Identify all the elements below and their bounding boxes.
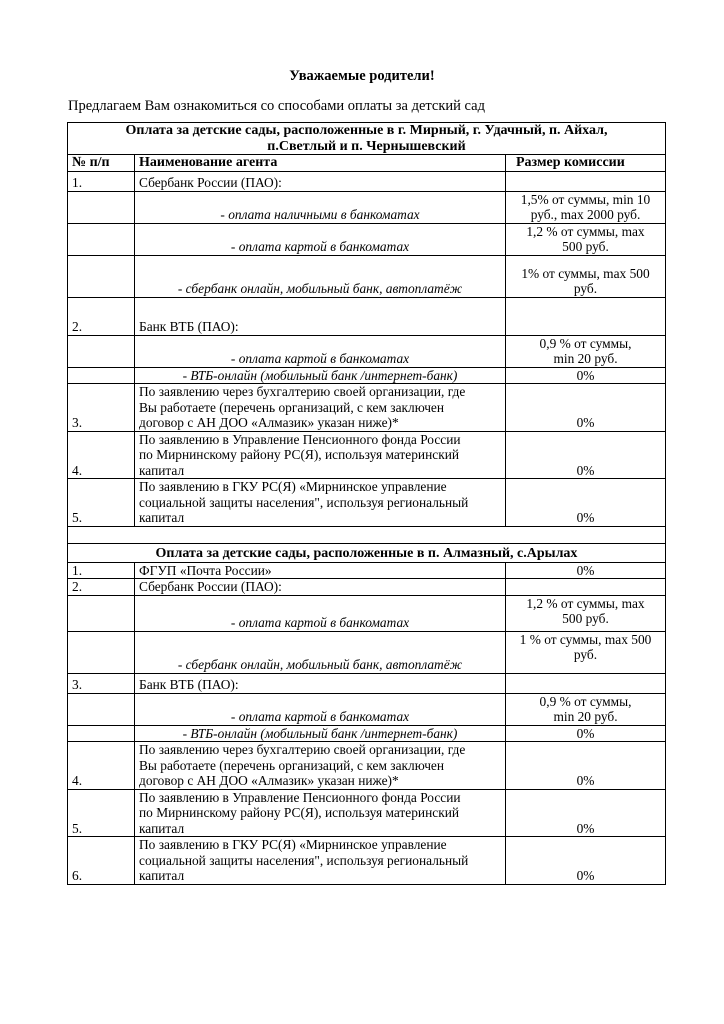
row-fee [506,579,666,596]
row-num [68,223,135,255]
row-fee [506,223,666,255]
table-row [68,297,666,335]
row-fee [506,297,666,335]
row-agent [135,384,506,432]
row-agent: - сбербанк онлайн, мобильный банк, автоплатёж [135,255,506,297]
row-num [68,631,135,673]
row-fee [506,631,666,673]
row-fee-line2: 500 руб. [562,239,609,254]
row-fee-line1: 0,9 % от суммы, [539,335,632,351]
row-fee: 0% [506,384,666,432]
row-agent-line1: По заявлению в Управление Пенсионного фонда России [139,431,461,447]
row-agent: - оплата картой в банкоматах [135,335,506,367]
row-agent: - ВТБ-онлайн (мобильный банк /интернет-банк) [135,367,506,384]
col-num-header: № п/п [68,155,135,172]
section1-heading-line1: Оплата за детские сады, расположенные в г. Мирный, г. Удачный, п. Айхал, [125,123,608,138]
row-fee-line1: 1,2 % от суммы, max [526,595,645,611]
row-fee-line2: руб., max 2000 руб. [530,207,641,222]
row-agent-line1: По заявлению через бухгалтерию своей организации, где [139,742,466,757]
section1-heading-row [68,123,666,155]
row-fee-line2: 500 руб. [562,611,609,626]
row-agent [135,837,506,885]
row-agent: Банк ВТБ (ПАО): [135,297,506,335]
row-num [68,191,135,223]
section2-heading-row [68,543,666,562]
row-agent-line1: По заявлению через бухгалтерию своей организации, где [139,384,466,399]
row-num [68,693,135,725]
section1-heading-line2: п.Светлый и п. Чернышевский [267,138,466,154]
row-agent [135,431,506,479]
row-agent-line3: капитал [139,510,185,525]
row-fee-line1: 1 % от суммы, max 500 [519,631,652,647]
column-header-row [68,155,666,172]
row-num: 6. [68,837,135,885]
spacer-row [68,526,666,543]
table-row [68,191,666,223]
row-fee: 0% [506,837,666,885]
row-fee-line1: 1% от суммы, max 500 [521,265,650,281]
row-fee [506,255,666,297]
row-agent: - оплата картой в банкоматах [135,223,506,255]
row-num: 5. [68,479,135,527]
row-agent-line2: по Мирнинскому району РС(Я), используя материнский [139,447,460,462]
row-fee-line2: min 20 руб. [553,351,618,366]
row-agent-line3: договор с АН ДОО «Алмазик» указан ниже)* [139,773,399,788]
row-agent-line3: капитал [139,820,185,836]
payment-methods-table [67,122,666,885]
section1-heading [68,123,666,155]
col-fee-header: Размер комиссии [506,155,666,172]
row-num: 3. [68,384,135,432]
row-agent: Банк ВТБ (ПАО): [135,673,506,693]
table-row [68,673,666,693]
row-fee: 0% [506,789,666,837]
row-fee-line2: min 20 руб. [553,709,618,724]
row-agent-line2: Вы работаете (перечень организаций, с кем заключен [139,399,445,415]
section2-heading: Оплата за детские сады, расположенные в п. Алмазный, с.Арылах [68,543,666,562]
row-agent [135,742,506,790]
table-row [68,171,666,191]
table-row [68,479,666,527]
row-fee-line1: 1,2 % от суммы, max [526,223,645,239]
row-fee [506,595,666,631]
table-row [68,223,666,255]
row-agent: - оплата картой в банкоматах [135,595,506,631]
row-agent-line3: капитал [139,868,185,883]
row-fee-line1: 1,5% от суммы, min 10 [520,191,651,207]
row-agent: Сбербанк России (ПАО): [135,171,506,191]
row-num: 2. [68,297,135,335]
row-num: 1. [68,171,135,191]
table-row [68,725,666,742]
row-fee: 0% [506,431,666,479]
row-agent: - оплата картой в банкоматах [135,693,506,725]
row-fee-line1: 0,9 % от суммы, [539,693,632,709]
table-row [68,693,666,725]
table-row [68,255,666,297]
spacer-cell [68,526,666,543]
row-fee: 0% [506,562,666,579]
row-num: 2. [68,579,135,596]
row-num [68,335,135,367]
table-row [68,367,666,384]
table-row [68,742,666,790]
row-agent-line3: капитал [139,462,185,478]
row-num: 4. [68,742,135,790]
intro-text: Предлагаем Вам ознакомиться со способами оплаты за детский сад [68,98,485,114]
row-agent: - сбербанк онлайн, мобильный банк, автоплатёж [135,631,506,673]
row-fee [506,171,666,191]
row-agent-line2: Вы работаете (перечень организаций, с кем заключен [139,757,445,773]
row-agent: Сбербанк России (ПАО): [135,579,506,596]
row-agent-line1: По заявлению в ГКУ РС(Я) «Мирнинское управление [139,837,447,852]
row-agent-line2: социальной защиты населения", используя региональный [139,494,469,510]
row-fee-line2: руб. [573,281,598,296]
row-fee: 0% [506,725,666,742]
row-agent [135,789,506,837]
row-num: 3. [68,673,135,693]
row-agent: - ВТБ-онлайн (мобильный банк /интернет-банк) [135,725,506,742]
row-num [68,367,135,384]
row-num: 1. [68,562,135,579]
row-num [68,595,135,631]
row-agent: ФГУП «Почта России» [135,562,506,579]
row-agent-line2: по Мирнинскому району РС(Я), используя материнский [139,805,460,820]
row-fee: 0% [506,742,666,790]
row-agent [135,479,506,527]
table-row [68,431,666,479]
table-row [68,837,666,885]
table-row [68,789,666,837]
table-row [68,631,666,673]
row-num: 4. [68,431,135,479]
row-num: 5. [68,789,135,837]
table-row [68,595,666,631]
row-fee: 0% [506,367,666,384]
table-row [68,335,666,367]
row-fee [506,693,666,725]
row-agent-line1: По заявлению в ГКУ РС(Я) «Мирнинское управление [139,479,447,494]
row-num [68,725,135,742]
table-row [68,384,666,432]
table-row [68,579,666,596]
row-agent: - оплата наличными в банкоматах [135,191,506,223]
table-row [68,562,666,579]
row-agent-line1: По заявлению в Управление Пенсионного фонда России [139,789,461,805]
row-fee [506,191,666,223]
row-num [68,255,135,297]
row-fee-line2: руб. [573,647,598,662]
row-fee [506,673,666,693]
row-fee [506,335,666,367]
row-agent-line3: договор с АН ДОО «Алмазик» указан ниже)* [139,415,399,430]
row-agent-line2: социальной защиты населения", используя региональный [139,852,469,868]
row-fee: 0% [506,479,666,527]
col-agent-header: Наименование агента [135,155,506,172]
page-title: Уважаемые родители! [289,68,435,84]
